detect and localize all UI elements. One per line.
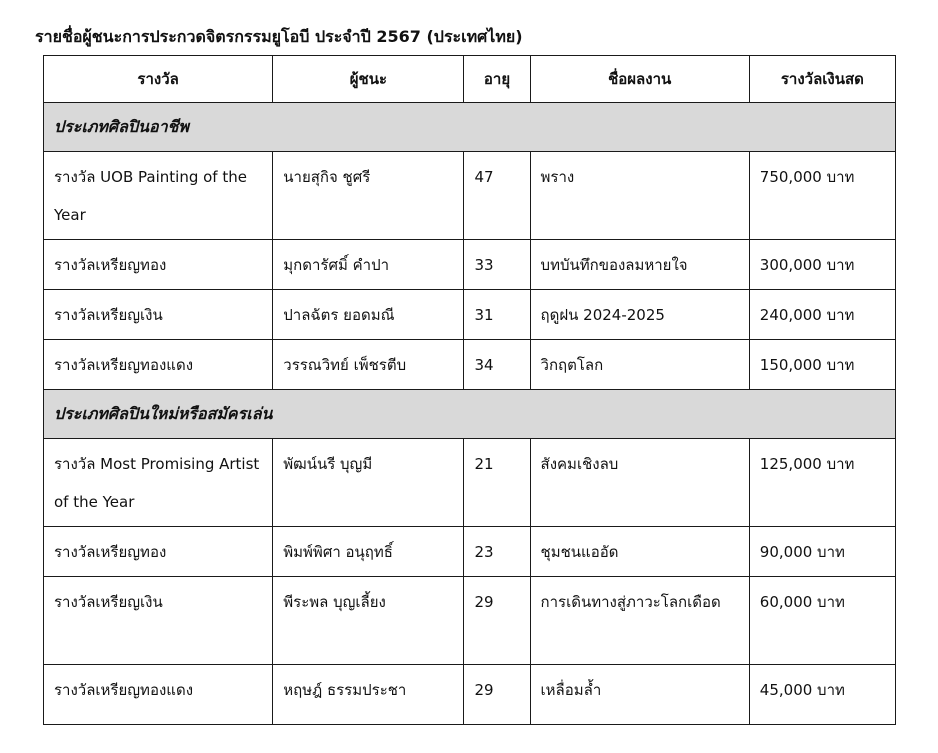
work-cell: ชุมชนแออัด: [530, 527, 749, 577]
age-cell: 29: [464, 665, 530, 725]
age-cell: 23: [464, 527, 530, 577]
cash-cell: 125,000 บาท: [749, 439, 895, 527]
section-row-professional: [44, 103, 896, 152]
document-title: รายชื่อผู้ชนะการประกวดจิตรกรรมยูโอบี ประจำปี 2567 (ประเทศไทย): [35, 27, 523, 46]
winner-cell: ปาลฉัตร ยอดมณี: [273, 290, 464, 340]
table-row: [44, 439, 896, 527]
winner-cell: พิมพ์พิศา อนุฤทธิ์: [273, 527, 464, 577]
header-work-title: ชื่อผลงาน: [530, 56, 749, 103]
winners-table: [43, 55, 896, 725]
age-cell: 34: [464, 340, 530, 390]
cash-cell: 60,000 บาท: [749, 577, 895, 665]
header-age: อายุ: [464, 56, 530, 103]
table-row: [44, 665, 896, 725]
winner-cell: มุกดารัศมิ์ คำปา: [273, 240, 464, 290]
work-cell: บทบันทึกของลมหายใจ: [530, 240, 749, 290]
winner-cell: หฤษฎ์ ธรรมประชา: [273, 665, 464, 725]
award-cell: รางวัลเหรียญเงิน: [44, 577, 273, 665]
work-cell: สังคมเชิงลบ: [530, 439, 749, 527]
award-cell: รางวัลเหรียญทอง: [44, 240, 273, 290]
section-label: ประเภทศิลปินใหม่หรือสมัครเล่น: [44, 390, 896, 439]
cash-cell: 150,000 บาท: [749, 340, 895, 390]
award-cell: รางวัลเหรียญทอง: [44, 527, 273, 577]
header-winner: ผู้ชนะ: [273, 56, 464, 103]
section-label: ประเภทศิลปินอาชีพ: [44, 103, 896, 152]
table-header-row: [44, 56, 896, 103]
winner-cell: พัฒน์นรี บุญมี: [273, 439, 464, 527]
award-cell: รางวัลเหรียญทองแดง: [44, 340, 273, 390]
cash-cell: 45,000 บาท: [749, 665, 895, 725]
table-row: [44, 290, 896, 340]
header-cash-prize: รางวัลเงินสด: [749, 56, 895, 103]
work-cell: เหลื่อมล้ำ: [530, 665, 749, 725]
cash-cell: 240,000 บาท: [749, 290, 895, 340]
table-row: [44, 240, 896, 290]
age-cell: 47: [464, 152, 530, 240]
cash-cell: 90,000 บาท: [749, 527, 895, 577]
winner-cell: วรรณวิทย์ เพ็ชรตีบ: [273, 340, 464, 390]
table-row: [44, 152, 896, 240]
cash-cell: 300,000 บาท: [749, 240, 895, 290]
table-row: [44, 527, 896, 577]
table-row: [44, 577, 896, 665]
winner-cell: พีระพล บุญเลี้ยง: [273, 577, 464, 665]
age-cell: 29: [464, 577, 530, 665]
award-cell: รางวัล UOB Painting of the Year: [44, 152, 273, 240]
age-cell: 33: [464, 240, 530, 290]
work-cell: การเดินทางสู่ภาวะโลกเดือด: [530, 577, 749, 665]
work-cell: วิกฤตโลก: [530, 340, 749, 390]
work-cell: พราง: [530, 152, 749, 240]
section-row-new-amateur: [44, 390, 896, 439]
winner-cell: นายสุกิจ ชูศรี: [273, 152, 464, 240]
age-cell: 31: [464, 290, 530, 340]
cash-cell: 750,000 บาท: [749, 152, 895, 240]
award-cell: รางวัลเหรียญเงิน: [44, 290, 273, 340]
age-cell: 21: [464, 439, 530, 527]
award-cell: รางวัล Most Promising Artist of the Year: [44, 439, 273, 527]
work-cell: ฤดูฝน 2024-2025: [530, 290, 749, 340]
header-award: รางวัล: [44, 56, 273, 103]
table-row: [44, 340, 896, 390]
award-cell: รางวัลเหรียญทองแดง: [44, 665, 273, 725]
